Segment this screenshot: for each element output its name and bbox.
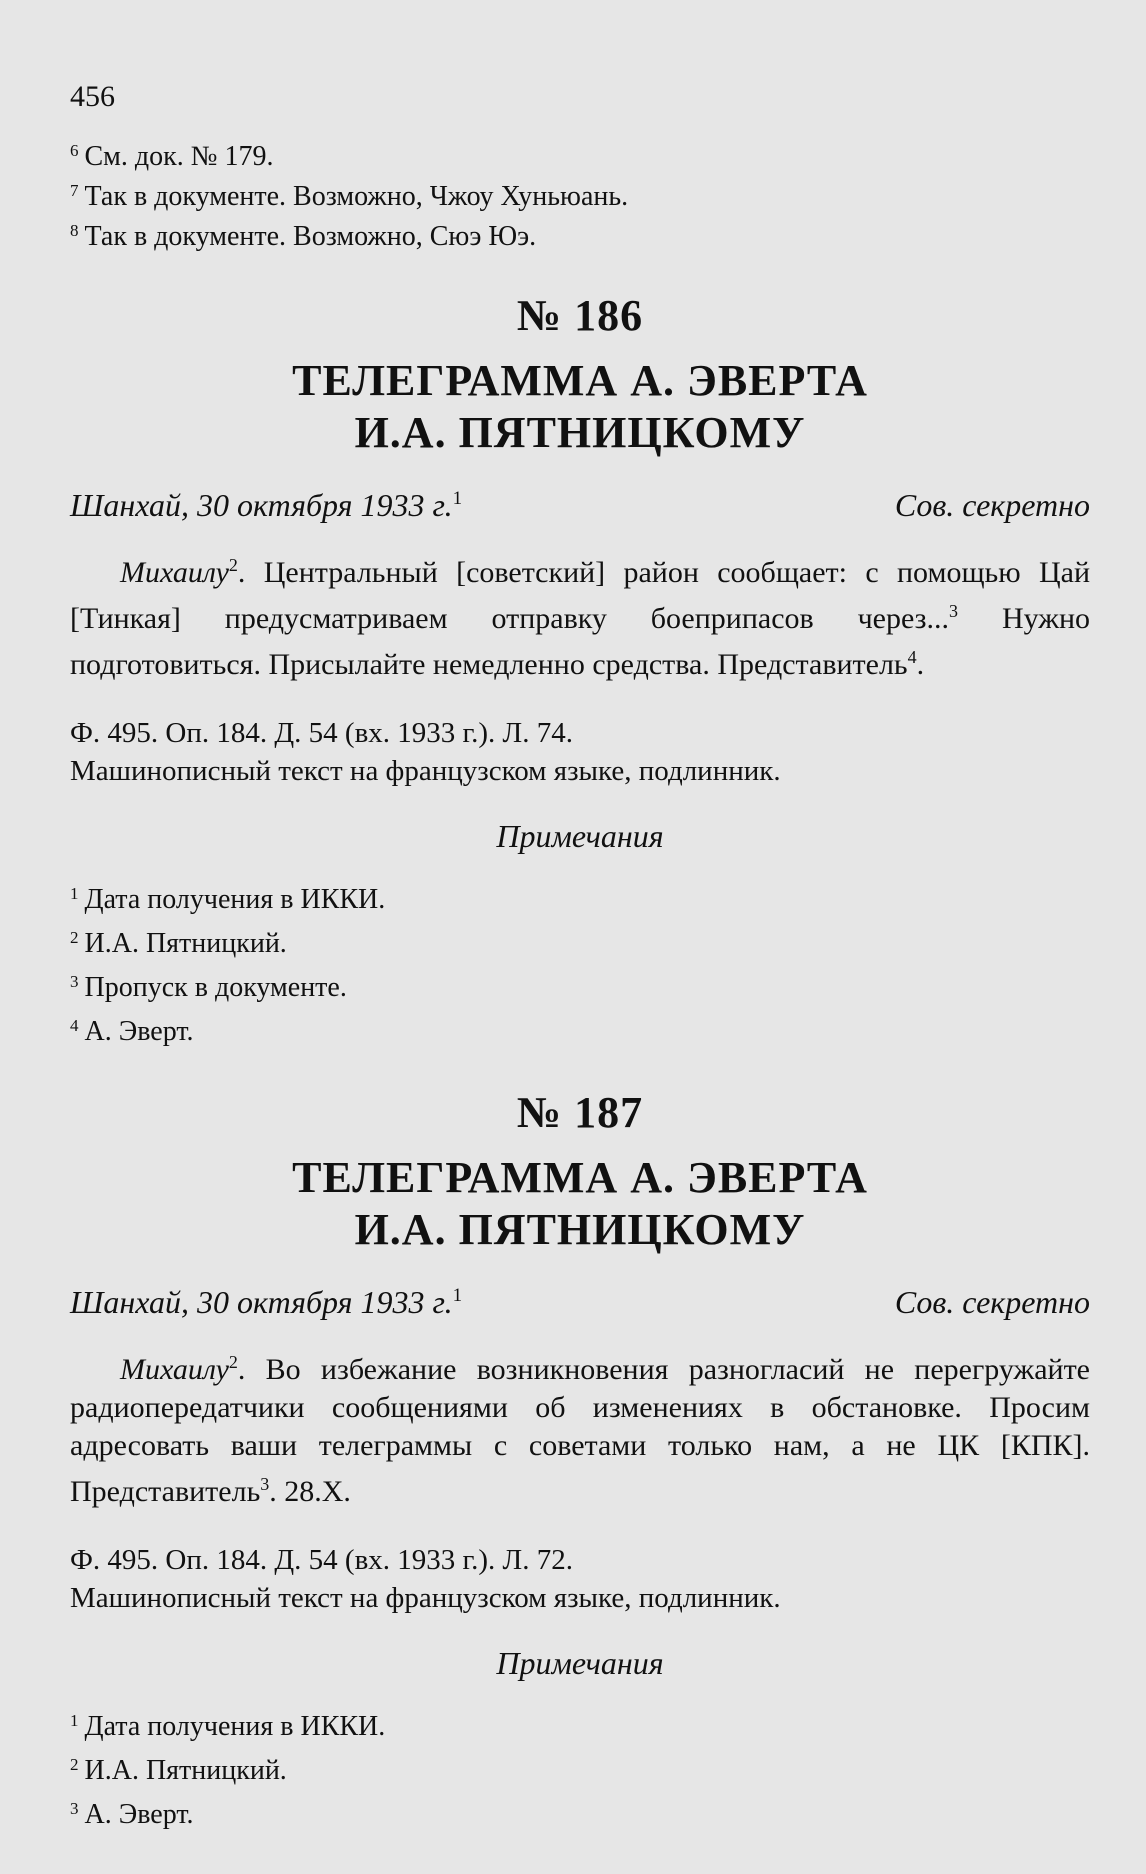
note-item: $^2$ И.А. Пятницкий.	[70, 1755, 287, 1786]
document-body: Михаилу$^2$. Во избежание возникновения разногласий не перегружайте радиопередатчики сообщениями об изменениях в обстановке. Просим адресовать ваши телеграммы с советами только нам, а не ЦК [КПК]. Представитель$^3$. 28.X.	[70, 1352, 1090, 1508]
note-item: $^2$ И.А. Пятницкий.	[70, 928, 287, 959]
footnote: $^8$ Так в документе. Возможно, Сюэ Юэ.	[70, 221, 537, 252]
classification: Сов. секретно	[894, 487, 1090, 523]
document-title: ТЕЛЕГРАММА А. ЭВЕРТА И.А. ПЯТНИЦКОМУ	[292, 1153, 868, 1254]
notes-list	[70, 1702, 1090, 1834]
note-item: $^3$ А. Эверт.	[70, 1799, 194, 1830]
note-item: $^1$ Дата получения в ИККИ.	[70, 1711, 386, 1742]
note-item: $^3$ Пропуск в документе.	[70, 972, 347, 1003]
document-186	[70, 290, 1090, 1051]
classification: Сов. секретно	[894, 1284, 1090, 1320]
page-number: 456	[70, 80, 115, 113]
note-item: $^4$ А. Эверт.	[70, 1016, 194, 1047]
document-title: ТЕЛЕГРАММА А. ЭВЕРТА И.А. ПЯТНИЦКОМУ	[292, 356, 868, 457]
note-item: $^1$ Дата получения в ИККИ.	[70, 884, 386, 915]
archive-source: Ф. 495. Оп. 184. Д. 54 (вх. 1933 г.). Л. 72. Машинописный текст на французском языке, подлинник.	[70, 1544, 781, 1614]
document-meta	[70, 487, 1090, 524]
document-187	[70, 1087, 1090, 1834]
top-footnotes	[70, 134, 1090, 254]
place-date: Шанхай, 30 октября 1933 г.$^1$	[70, 1284, 463, 1320]
document-number: № 187	[516, 1088, 644, 1137]
footnote: $^7$ Так в документе. Возможно, Чжоу Хуньюань.	[70, 181, 629, 212]
notes-list	[70, 875, 1090, 1051]
place-date: Шанхай, 30 октября 1933 г.$^1$	[70, 487, 463, 523]
footnote: $^6$ См. док. № 179.	[70, 141, 274, 172]
document-body: Михаилу$^2$. Центральный [советский] район сообщает: с помощью Цай [Тинкая] предусматриваем отправку боеприпасов через...$^3$ Нужно подготовиться. Присылайте немедленно средства. Представитель$^4$.	[70, 555, 1090, 681]
book-page	[70, 80, 1090, 1834]
document-meta	[70, 1284, 1090, 1321]
archive-source: Ф. 495. Оп. 184. Д. 54 (вх. 1933 г.). Л. 74. Машинописный текст на французском языке, подлинник.	[70, 717, 781, 787]
notes-heading: Примечания	[496, 1645, 664, 1681]
document-number: № 186	[516, 291, 644, 340]
notes-heading: Примечания	[496, 818, 664, 854]
